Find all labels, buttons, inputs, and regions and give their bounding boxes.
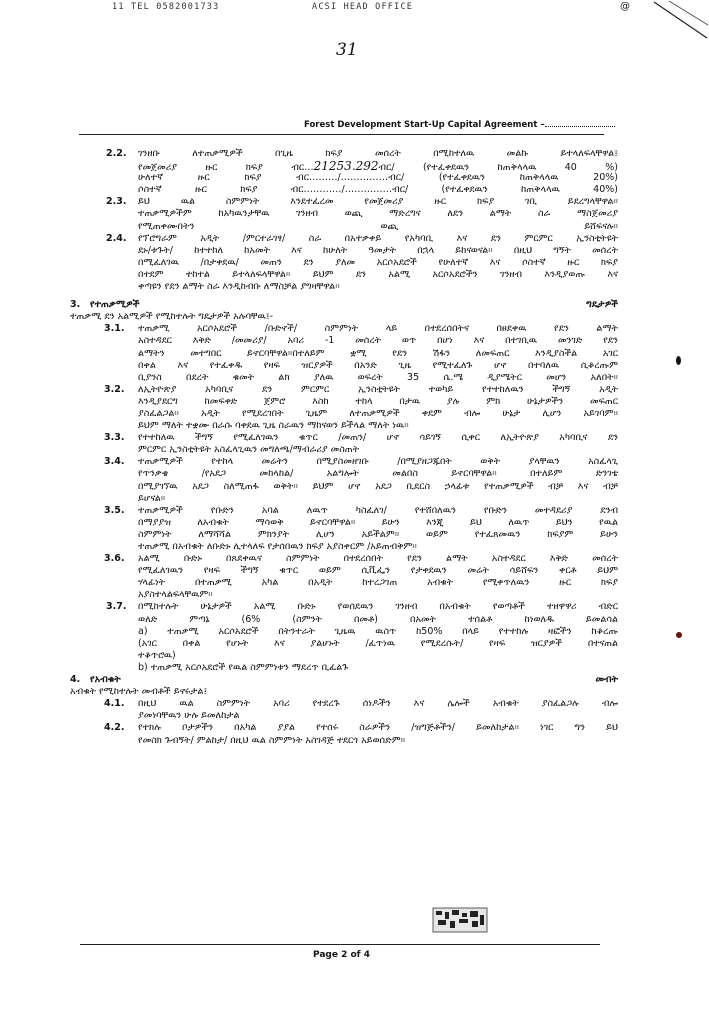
text-line <box>70 148 618 160</box>
fax-transmission-header <box>112 2 414 12</box>
clause-number: 2.2. <box>106 148 127 159</box>
text-line <box>70 281 618 293</box>
clause-text: ደኑ/ቱጉት/ ከተተከለ ከአመት እና ከሁለት ዓመታት በኋላ ይከናወናል። በዚህ ግኝት መሰረት <box>138 244 618 256</box>
clause-text: ቀጣዩን የደን ልማት ስራ እንዲከብቡ ለማስቻል ያግዛቸዋል። <box>138 281 340 293</box>
text-line <box>70 444 618 456</box>
clause-number: 3.6. <box>104 553 125 565</box>
handwritten-page-number: 31 <box>336 40 358 60</box>
text-line <box>70 541 618 553</box>
clause-number: 3.5. <box>104 504 125 516</box>
clause-text: ይህም ማለት ተቋሙ በራሱ ባቀደዉ ጊዜ ስራዉን ማከናወን ይችላል ማለት ነዉ። <box>138 420 409 432</box>
clause-text: ይህ ዉል ስምምነት እንደተፈረመ የመጀመሪያ ዙር ክፍያ ገቢ ይደረግላቸዋል። <box>138 196 618 208</box>
text-line <box>70 348 618 360</box>
clause-text: የአብቁት መብት <box>90 674 618 686</box>
clause-text: ቢያንስ በደረት ቁመት ልክ ያለዉ ወፍረት 35 ሴ.ሜ ዲያሜትር መሆን አለበት። <box>138 371 618 383</box>
clause-text: የተጠቃሚዎች ግዴታዎች <box>90 299 618 311</box>
page-number: Page 2 of 4 <box>313 950 370 960</box>
text-line <box>70 257 618 269</box>
text-line <box>70 396 618 408</box>
clause-text: አስተዳደር እቅድ /መመሪያ/ አባሪ -1 መሰረት ወጥ በሆነ እና በተገቢዉ መንገድ የደን <box>138 335 618 347</box>
clause-number: 3.3. <box>104 432 125 444</box>
text-line <box>70 481 618 493</box>
clause-number: 4. <box>70 674 81 686</box>
clause-text: ይሆናል። <box>138 492 166 504</box>
clause-text: የሚፈለገዉን የዛፍ ችግኝ ቁጥር ወይም ሲቪፌን የታቀደዉን መሬት ሳይሸፍን ቀርቶ ይህም <box>138 565 618 577</box>
document-header-title: Forest Development Start-Up Capital Agreement – <box>304 120 615 130</box>
clause-text: ያስፈልጋል። አዲት የሚደረገበት ጊዜም ለተጠቃሚዎች ቀደም ብሎ ሁኔታ ሊሆን አይገባም። <box>138 407 618 419</box>
clause-number: 2.3. <box>106 196 127 208</box>
page-corner-scratch <box>649 0 709 40</box>
clause-number: 4.1. <box>104 698 125 710</box>
text-line <box>70 221 618 233</box>
text-line <box>70 245 618 257</box>
clause-number: 3.1. <box>104 323 125 335</box>
fax-phone-number: 11 TEL 0582001733 <box>112 2 220 12</box>
text-line <box>70 233 618 245</box>
clause-number: 3.2. <box>104 383 125 395</box>
clause-text: እንዲያደርግ ከመፍቀድ ጀምሮ እስከ ተከላ በታዉ ያሉ ምክ ሁኔታዎችን መፍጠር <box>138 395 618 407</box>
text-line <box>70 686 618 698</box>
clause-text: ገንዘቡ ለተጠቃሚዎች በጊዜ ክፍያ መሰረት በሚከተለዉ መልኩ ይተላለፍላቸዋል፤ <box>138 148 618 159</box>
clause-text: በማያያዝ ለአብቁት ማሳወቅ ይኖርባቸዋል። ይሁን እንጂ ይህ ለዉጥ ይህን የዉል <box>138 516 618 528</box>
clause-text: ልማትን መተግበር ይኖርባቸዋል።በተለይም ቋሚ የደን ሽፋን ለመፍጠር እንዲያስችል አገር <box>138 347 618 359</box>
text-line <box>70 710 618 722</box>
clause-text: በቀል እና የተፈቀዱ የዛፍ ዝርያዎች በአንድ ጊዜ የሚተፈለጉ ሆኖ በተባለዉ ሲቆረጡም <box>138 359 618 371</box>
clause-text: የሚጠቀሙበትን ወጪ ይሸፍናሉ። <box>138 220 618 232</box>
text-line <box>70 493 618 505</box>
text-line <box>70 456 618 468</box>
text-line <box>70 577 618 589</box>
clause-text: ስምምነት ለማሻሻል ምክንያት ሊሆን አይችልም። ወይም የተፈጸመዉን ክፍያም ይሁን <box>138 528 618 540</box>
clause-text: a) ተጠቃሚ አርሶአደሮች በትንተራት ጊዜዉ ዉስጥ ከ50% በላይ የተተከሉ ዛፎችን ከቆረጡ <box>138 625 618 637</box>
clause-number: 4.2. <box>104 722 125 734</box>
clause-text: አያስተላልፍላቸዉም። <box>138 589 213 601</box>
text-line <box>70 323 618 335</box>
text-line <box>70 299 618 311</box>
clause-text: ተጠቃሚ ደን አልሚዎች የሚከተሉት ግዴታዎች አሉባቸዉ፤- <box>70 311 274 323</box>
clause-text: ለኢትዮጵያ አካባቢና ደን ምርምር ኢንስቲትዩት ተወካይ የተተከለዉን ችግኝ አዲት <box>138 383 618 395</box>
text-line <box>70 360 618 372</box>
clause-text: አልሚ ቡድኑ በጸደቀዉና ስምምነት በተደረሰበት የደን ልማት አስተዳደር እቅድ መሰረት <box>138 553 618 565</box>
clause-text: የተክሉ ቦታዎችን በአካል ያያል የተሰሩ ስራዎችን /ዝግጅቶችን/ ይመለከታል። ነገር ግን ይህ <box>138 722 618 734</box>
clause-text: አብቁት የሚከተሉት መብቶች ይኖሩታል፤ <box>70 686 208 698</box>
clause-text: ተጠቃሚ አርሶአደሮች /ቡድኖች/ ስምምነት ላይ በተደረሰበትና በፀደቀዉ የደን ልማት <box>138 323 618 335</box>
clause-number: 2.4. <box>106 232 127 244</box>
fax-page-marker: @ <box>620 1 630 12</box>
clause-text: ተጠቃሚዎች የቡድን አባል ለዉጥ ካስፈለገ/ የተሸበለዉን የቡድን መተዳደሪያ ደንብ <box>138 504 618 516</box>
footer-rule <box>80 944 600 945</box>
text-line <box>70 432 618 444</box>
text-line <box>70 269 618 281</box>
text-line <box>70 638 618 650</box>
scan-speck <box>676 632 682 638</box>
text-line <box>70 601 618 613</box>
fax-sender-office: ACSI HEAD OFFICE <box>312 2 414 12</box>
clause-number: 3. <box>70 299 81 311</box>
text-line <box>70 662 618 674</box>
text-line <box>70 529 618 541</box>
text-line <box>70 384 618 396</box>
text-line <box>70 196 618 208</box>
clause-text: በዚህ ዉል ስምምነት አባሪ የተደረጉ ሰነዶችን እና ሌሎች አብቁት ያስፈልጋሉ ብሎ <box>138 698 618 710</box>
text-line <box>70 614 618 626</box>
text-line <box>70 172 618 184</box>
clause-text: ተጠቃሚዎች የተከላ መሬትን በሚያስመዘገቡ /በሚያዘጋጁበት ወቅት ያላቸዉን አስፈላጊ <box>138 456 618 468</box>
text-line <box>70 335 618 347</box>
text-line <box>70 722 618 734</box>
text-line <box>70 184 618 196</box>
text-line <box>70 208 618 220</box>
clause-text: በሚፈለገዉ /በታቀደዉ/ መጠን ደን ያለመ አርሶአደሮች የሁለተኛ እና ሶስተኛ ዙር ክፍያ <box>138 256 618 268</box>
handwritten-amount: 21253.292 <box>313 160 379 173</box>
text-line <box>70 589 618 601</box>
text-line <box>70 553 618 565</box>
clause-number: 3.7. <box>106 601 127 613</box>
text-line <box>70 468 618 480</box>
clause-text: ሃላፊነት በተጠቃሚ አካል በአዲት ከተረጋገጠ አብቁት የሚቀጥለዉን ዙር ክፍያ <box>138 577 618 589</box>
clause-text: ያመነባቸዉን ሁሉ ይመለከታል <box>138 710 240 722</box>
clause-text: በሚያገኘዉ አደጋ ስለሚጠፋ ወቅት። ይህም ሆኖ አደጋ ቢደርስ ኃላፊቱ የተጠቃሚዎች ብቻ እና ብቻ <box>138 480 618 492</box>
clause-text: የፕሮግራም አዲት /ምርተራገፃ/ ስራ በአተቃቀይ የአካባቢ እና ደን ምርምር ኢንስቲትዩት <box>138 232 618 244</box>
text-line <box>70 735 618 747</box>
clause-text: ተጠቃሚ በአብቁት ለቡድኑ ሊተላለፍ የታሰበዉን ክፍያ አያስቀርም /አይጠብቅም። <box>138 541 417 552</box>
clause-text: የጥንቃቄ /የአደጋ መከላከል/ አልግሎት መልበስ ይኖርባቸዋል። በተለይም ድንገቴ <box>138 468 618 480</box>
clause-text: ተጠቃሚዎችም ከአካዉንታቸዉ ገንዘብ ወጪ ማድረግና ለደን ልማት ስራ ማስጀመሪያ <box>138 208 618 220</box>
text-line <box>70 517 618 529</box>
text-line <box>70 311 618 323</box>
scan-stamp <box>432 907 488 933</box>
text-line <box>70 626 618 638</box>
text-line <box>70 565 618 577</box>
text-line <box>70 505 618 517</box>
clause-text: የተተከለዉ ችግኝ የሚፈለገዉን ቁጥር /መጠን/ ሆኖ ሳይገኝ ሲቀር ለኢትዮጵያ አካባቢና ደን <box>138 432 618 444</box>
clause-text: የመጀመሪያ ዙር ክፍያ ብር…21253.292ብር/ (የተፈቀደዉን ከጠቅላላዉ 40 %) <box>138 160 618 173</box>
text-line <box>70 650 618 662</box>
header-rule <box>79 134 604 135</box>
text-line <box>70 698 618 710</box>
text-line <box>70 408 618 420</box>
clause-text: ሁለተኛ ዙር ክፍያ ብር………/……………ብር/ (የተፈቀደዉን ከጠቅላላዉ 20%) <box>138 172 618 184</box>
text-line <box>70 420 618 432</box>
clause-number: 3.4. <box>104 456 125 468</box>
text-line <box>70 674 618 686</box>
clause-text: በተደም ተከተል ይተላለፍላቸዋል። ይህም ደን አልሚ አርሶአደሮችን ገንዘብ እንዲያወጡ እና <box>138 268 618 280</box>
clause-text: ተቆጥሮዉ) <box>138 649 176 661</box>
clause-text: ምርምር ኢንስቲትዩት አስፈላጊዉን መግለጫ/ማብራሪያ መስጠት <box>138 444 360 456</box>
clause-text: የመስክ ጉብኝት/ ምልከታ/ በዚህ ዉል ስምምነት አስገዳጅ ተደርጎ አይወሰድም። <box>138 734 406 746</box>
clause-text: (አገር በቀል የሆኑት እና ያልሆኑት /ፈጥነዉ የሚደረሱት/ የዛፍ ዝርያዎች በተናጠል <box>138 637 618 649</box>
clause-text: b) ተጠቃሚ አርሶአደሮች የዉል ስምምነቱን ማደረጥ ቢፈልጉ <box>138 661 349 673</box>
clause-text: ወለድ ምጣኔ (6% (ስምንት በመቶ) በአመት ተሰልቶ ከነወለዱ ይመልሳል <box>138 613 618 625</box>
text-line <box>70 160 618 172</box>
agreement-body <box>70 148 618 747</box>
text-line <box>70 372 618 384</box>
clause-text: በሚከተሉት ሁኔታዎች አልሚ ቡድኑ የወሰደዉን ገንዘብ በአብቁት የወጣቶች ተዘዋዋሪ ብድር <box>138 601 618 613</box>
scan-speck <box>676 356 681 365</box>
clause-text: ሶስተኛ ዙር ክፍያ ብር…………/……………ብር/ (የተፈቀደዉን ከጠቅላላዉ 40%) <box>138 184 618 196</box>
